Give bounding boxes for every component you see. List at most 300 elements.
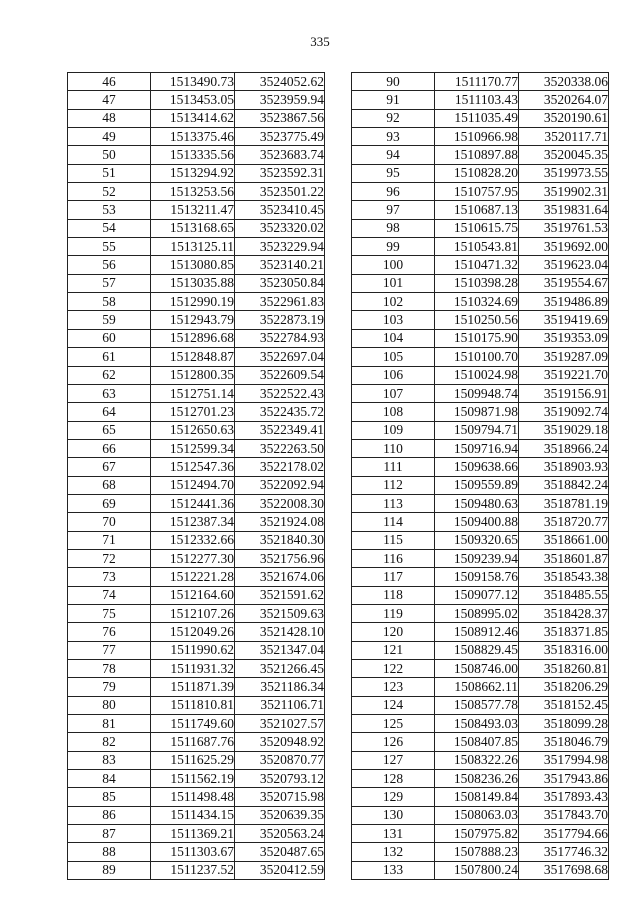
table-row	[352, 641, 609, 659]
table-row	[352, 73, 609, 91]
y-coordinate-cell: 3519554.67	[519, 274, 609, 292]
y-coordinate-cell: 3518485.55	[519, 586, 609, 604]
point-number-cell: 131	[352, 825, 435, 843]
x-coordinate-cell: 1510250.56	[435, 311, 519, 329]
y-coordinate-cell: 3520190.61	[519, 109, 609, 127]
x-coordinate-cell: 1513294.92	[151, 164, 235, 182]
y-coordinate-cell: 3520639.35	[235, 806, 325, 824]
x-coordinate-cell: 1511749.60	[151, 715, 235, 733]
x-coordinate-cell: 1510897.88	[435, 146, 519, 164]
x-coordinate-cell: 1509077.12	[435, 586, 519, 604]
x-coordinate-cell: 1510175.90	[435, 329, 519, 347]
x-coordinate-cell: 1513375.46	[151, 128, 235, 146]
y-coordinate-cell: 3518152.45	[519, 696, 609, 714]
table-row	[352, 384, 609, 402]
y-coordinate-cell: 3522609.54	[235, 366, 325, 384]
point-number-cell: 87	[68, 825, 151, 843]
point-number-cell: 81	[68, 715, 151, 733]
point-number-cell: 93	[352, 128, 435, 146]
x-coordinate-cell: 1512650.63	[151, 421, 235, 439]
table-row	[352, 549, 609, 567]
table-row	[68, 73, 325, 91]
point-number-cell: 54	[68, 219, 151, 237]
y-coordinate-cell: 3522697.04	[235, 348, 325, 366]
x-coordinate-cell: 1512387.34	[151, 513, 235, 531]
table-row	[68, 751, 325, 769]
y-coordinate-cell: 3522961.83	[235, 293, 325, 311]
x-coordinate-cell: 1511303.67	[151, 843, 235, 861]
x-coordinate-cell: 1507888.23	[435, 843, 519, 861]
point-number-cell: 94	[352, 146, 435, 164]
point-number-cell: 85	[68, 788, 151, 806]
table-row	[68, 586, 325, 604]
table-row	[352, 421, 609, 439]
y-coordinate-cell: 3521840.30	[235, 531, 325, 549]
table-row	[352, 274, 609, 292]
y-coordinate-cell: 3521027.57	[235, 715, 325, 733]
y-coordinate-cell: 3521756.96	[235, 549, 325, 567]
y-coordinate-cell: 3519692.00	[519, 238, 609, 256]
table-body	[352, 73, 609, 880]
x-coordinate-cell: 1510966.98	[435, 128, 519, 146]
table-row	[352, 806, 609, 824]
table-row	[68, 494, 325, 512]
table-row	[68, 513, 325, 531]
table-row	[68, 329, 325, 347]
x-coordinate-cell: 1512990.19	[151, 293, 235, 311]
x-coordinate-cell: 1511434.15	[151, 806, 235, 824]
point-number-cell: 57	[68, 274, 151, 292]
point-number-cell: 47	[68, 91, 151, 109]
point-number-cell: 83	[68, 751, 151, 769]
y-coordinate-cell: 3518316.00	[519, 641, 609, 659]
point-number-cell: 50	[68, 146, 151, 164]
x-coordinate-cell: 1512896.68	[151, 329, 235, 347]
table-row	[352, 238, 609, 256]
x-coordinate-cell: 1513211.47	[151, 201, 235, 219]
table-row	[352, 623, 609, 641]
table-row	[68, 293, 325, 311]
point-number-cell: 55	[68, 238, 151, 256]
y-coordinate-cell: 3524052.62	[235, 73, 325, 91]
point-number-cell: 104	[352, 329, 435, 347]
table-row	[68, 696, 325, 714]
x-coordinate-cell: 1512943.79	[151, 311, 235, 329]
x-coordinate-cell: 1509239.94	[435, 549, 519, 567]
table-row	[352, 219, 609, 237]
x-coordinate-cell: 1509400.88	[435, 513, 519, 531]
table-row	[68, 366, 325, 384]
y-coordinate-cell: 3517843.70	[519, 806, 609, 824]
table-row	[352, 770, 609, 788]
coordinate-table-right	[351, 72, 609, 880]
table-row	[68, 806, 325, 824]
table-row	[352, 91, 609, 109]
table-row	[352, 458, 609, 476]
y-coordinate-cell: 3521347.04	[235, 641, 325, 659]
point-number-cell: 76	[68, 623, 151, 641]
point-number-cell: 111	[352, 458, 435, 476]
point-number-cell: 121	[352, 641, 435, 659]
y-coordinate-cell: 3517698.68	[519, 861, 609, 879]
table-row	[352, 128, 609, 146]
y-coordinate-cell: 3517943.86	[519, 770, 609, 788]
y-coordinate-cell: 3519029.18	[519, 421, 609, 439]
table-row	[352, 696, 609, 714]
x-coordinate-cell: 1509559.89	[435, 476, 519, 494]
y-coordinate-cell: 3520117.71	[519, 128, 609, 146]
point-number-cell: 48	[68, 109, 151, 127]
y-coordinate-cell: 3522784.93	[235, 329, 325, 347]
y-coordinate-cell: 3521674.06	[235, 568, 325, 586]
y-coordinate-cell: 3522178.02	[235, 458, 325, 476]
point-number-cell: 82	[68, 733, 151, 751]
y-coordinate-cell: 3521186.34	[235, 678, 325, 696]
x-coordinate-cell: 1508912.46	[435, 623, 519, 641]
point-number-cell: 92	[352, 109, 435, 127]
y-coordinate-cell: 3519156.91	[519, 384, 609, 402]
y-coordinate-cell: 3518260.81	[519, 660, 609, 678]
x-coordinate-cell: 1511170.77	[435, 73, 519, 91]
point-number-cell: 53	[68, 201, 151, 219]
y-coordinate-cell: 3523775.49	[235, 128, 325, 146]
y-coordinate-cell: 3520793.12	[235, 770, 325, 788]
y-coordinate-cell: 3523140.21	[235, 256, 325, 274]
table-row	[68, 641, 325, 659]
x-coordinate-cell: 1510615.75	[435, 219, 519, 237]
point-number-cell: 98	[352, 219, 435, 237]
point-number-cell: 119	[352, 604, 435, 622]
y-coordinate-cell: 3521591.62	[235, 586, 325, 604]
table-row	[352, 568, 609, 586]
x-coordinate-cell: 1508149.84	[435, 788, 519, 806]
table-row	[352, 733, 609, 751]
table-body	[68, 73, 325, 880]
point-number-cell: 133	[352, 861, 435, 879]
x-coordinate-cell: 1512107.26	[151, 604, 235, 622]
table-row	[352, 604, 609, 622]
y-coordinate-cell: 3521266.45	[235, 660, 325, 678]
table-row	[352, 586, 609, 604]
y-coordinate-cell: 3522873.19	[235, 311, 325, 329]
page-number: 335	[310, 34, 330, 49]
point-number-cell: 112	[352, 476, 435, 494]
x-coordinate-cell: 1513168.65	[151, 219, 235, 237]
y-coordinate-cell: 3522435.72	[235, 403, 325, 421]
x-coordinate-cell: 1511498.48	[151, 788, 235, 806]
x-coordinate-cell: 1509158.76	[435, 568, 519, 586]
y-coordinate-cell: 3518781.19	[519, 494, 609, 512]
table-row	[68, 128, 325, 146]
point-number-cell: 73	[68, 568, 151, 586]
table-row	[68, 861, 325, 879]
y-coordinate-cell: 3519221.70	[519, 366, 609, 384]
x-coordinate-cell: 1508577.78	[435, 696, 519, 714]
table-row	[68, 109, 325, 127]
x-coordinate-cell: 1512049.26	[151, 623, 235, 641]
x-coordinate-cell: 1511625.29	[151, 751, 235, 769]
point-number-cell: 90	[352, 73, 435, 91]
x-coordinate-cell: 1510398.28	[435, 274, 519, 292]
y-coordinate-cell: 3517994.98	[519, 751, 609, 769]
y-coordinate-cell: 3522349.41	[235, 421, 325, 439]
x-coordinate-cell: 1510757.95	[435, 183, 519, 201]
table-row	[352, 513, 609, 531]
point-number-cell: 60	[68, 329, 151, 347]
x-coordinate-cell: 1508063.03	[435, 806, 519, 824]
point-number-cell: 71	[68, 531, 151, 549]
point-number-cell: 84	[68, 770, 151, 788]
y-coordinate-cell: 3523229.94	[235, 238, 325, 256]
y-coordinate-cell: 3518903.93	[519, 458, 609, 476]
y-coordinate-cell: 3519419.69	[519, 311, 609, 329]
point-number-cell: 67	[68, 458, 151, 476]
y-coordinate-cell: 3519353.09	[519, 329, 609, 347]
table-row	[352, 861, 609, 879]
table-row	[352, 293, 609, 311]
table-row	[352, 366, 609, 384]
x-coordinate-cell: 1513080.85	[151, 256, 235, 274]
y-coordinate-cell: 3518099.28	[519, 715, 609, 733]
point-number-cell: 106	[352, 366, 435, 384]
x-coordinate-cell: 1512164.60	[151, 586, 235, 604]
point-number-cell: 97	[352, 201, 435, 219]
x-coordinate-cell: 1510543.81	[435, 238, 519, 256]
point-number-cell: 96	[352, 183, 435, 201]
table-row	[68, 788, 325, 806]
table-row	[68, 604, 325, 622]
x-coordinate-cell: 1512599.34	[151, 439, 235, 457]
x-coordinate-cell: 1513414.62	[151, 109, 235, 127]
y-coordinate-cell: 3520948.92	[235, 733, 325, 751]
y-coordinate-cell: 3519831.64	[519, 201, 609, 219]
point-number-cell: 65	[68, 421, 151, 439]
point-number-cell: 125	[352, 715, 435, 733]
point-number-cell: 105	[352, 348, 435, 366]
table-row	[352, 788, 609, 806]
table-row	[68, 770, 325, 788]
x-coordinate-cell: 1510687.13	[435, 201, 519, 219]
x-coordinate-cell: 1509638.66	[435, 458, 519, 476]
point-number-cell: 115	[352, 531, 435, 549]
y-coordinate-cell: 3519287.09	[519, 348, 609, 366]
point-number-cell: 110	[352, 439, 435, 457]
x-coordinate-cell: 1510324.69	[435, 293, 519, 311]
point-number-cell: 59	[68, 311, 151, 329]
table-row	[352, 751, 609, 769]
point-number-cell: 75	[68, 604, 151, 622]
x-coordinate-cell: 1511990.62	[151, 641, 235, 659]
point-number-cell: 63	[68, 384, 151, 402]
y-coordinate-cell: 3518046.79	[519, 733, 609, 751]
y-coordinate-cell: 3520563.24	[235, 825, 325, 843]
point-number-cell: 127	[352, 751, 435, 769]
table-row	[68, 549, 325, 567]
point-number-cell: 101	[352, 274, 435, 292]
point-number-cell: 103	[352, 311, 435, 329]
x-coordinate-cell: 1512547.36	[151, 458, 235, 476]
table-row	[68, 311, 325, 329]
point-number-cell: 64	[68, 403, 151, 421]
table-row	[352, 311, 609, 329]
point-number-cell: 114	[352, 513, 435, 531]
x-coordinate-cell: 1509871.98	[435, 403, 519, 421]
table-row	[68, 568, 325, 586]
table-row	[68, 843, 325, 861]
point-number-cell: 58	[68, 293, 151, 311]
x-coordinate-cell: 1513335.56	[151, 146, 235, 164]
point-number-cell: 130	[352, 806, 435, 824]
x-coordinate-cell: 1508407.85	[435, 733, 519, 751]
y-coordinate-cell: 3519092.74	[519, 403, 609, 421]
table-row	[352, 843, 609, 861]
y-coordinate-cell: 3520045.35	[519, 146, 609, 164]
y-coordinate-cell: 3523410.45	[235, 201, 325, 219]
table-row	[68, 476, 325, 494]
y-coordinate-cell: 3522263.50	[235, 439, 325, 457]
y-coordinate-cell: 3522092.94	[235, 476, 325, 494]
table-row	[68, 623, 325, 641]
table-row	[352, 531, 609, 549]
point-number-cell: 72	[68, 549, 151, 567]
y-coordinate-cell: 3519761.53	[519, 219, 609, 237]
x-coordinate-cell: 1510471.32	[435, 256, 519, 274]
x-coordinate-cell: 1511931.32	[151, 660, 235, 678]
point-number-cell: 99	[352, 238, 435, 256]
table-row	[68, 256, 325, 274]
point-number-cell: 86	[68, 806, 151, 824]
table-row	[68, 238, 325, 256]
table-row	[68, 348, 325, 366]
point-number-cell: 61	[68, 348, 151, 366]
y-coordinate-cell: 3519486.89	[519, 293, 609, 311]
coordinate-table-left	[67, 72, 325, 880]
table-row	[68, 146, 325, 164]
point-number-cell: 78	[68, 660, 151, 678]
table-row	[352, 109, 609, 127]
x-coordinate-cell: 1509716.94	[435, 439, 519, 457]
table-row	[68, 274, 325, 292]
y-coordinate-cell: 3519623.04	[519, 256, 609, 274]
point-number-cell: 108	[352, 403, 435, 421]
y-coordinate-cell: 3518720.77	[519, 513, 609, 531]
y-coordinate-cell: 3521428.10	[235, 623, 325, 641]
x-coordinate-cell: 1509794.71	[435, 421, 519, 439]
x-coordinate-cell: 1512441.36	[151, 494, 235, 512]
point-number-cell: 132	[352, 843, 435, 861]
point-number-cell: 62	[68, 366, 151, 384]
x-coordinate-cell: 1511237.52	[151, 861, 235, 879]
point-number-cell: 79	[68, 678, 151, 696]
y-coordinate-cell: 3521106.71	[235, 696, 325, 714]
x-coordinate-cell: 1511369.21	[151, 825, 235, 843]
x-coordinate-cell: 1513253.56	[151, 183, 235, 201]
table-row	[352, 403, 609, 421]
y-coordinate-cell: 3523867.56	[235, 109, 325, 127]
point-number-cell: 69	[68, 494, 151, 512]
y-coordinate-cell: 3518206.29	[519, 678, 609, 696]
x-coordinate-cell: 1508829.45	[435, 641, 519, 659]
y-coordinate-cell: 3517893.43	[519, 788, 609, 806]
x-coordinate-cell: 1512332.66	[151, 531, 235, 549]
point-number-cell: 123	[352, 678, 435, 696]
y-coordinate-cell: 3518543.38	[519, 568, 609, 586]
table-row	[68, 219, 325, 237]
x-coordinate-cell: 1512277.30	[151, 549, 235, 567]
table-row	[352, 660, 609, 678]
x-coordinate-cell: 1508995.02	[435, 604, 519, 622]
point-number-cell: 91	[352, 91, 435, 109]
table-row	[68, 458, 325, 476]
table-row	[68, 201, 325, 219]
point-number-cell: 70	[68, 513, 151, 531]
point-number-cell: 74	[68, 586, 151, 604]
point-number-cell: 129	[352, 788, 435, 806]
table-row	[352, 494, 609, 512]
point-number-cell: 68	[68, 476, 151, 494]
point-number-cell: 95	[352, 164, 435, 182]
point-number-cell: 80	[68, 696, 151, 714]
table-row	[352, 825, 609, 843]
point-number-cell: 116	[352, 549, 435, 567]
x-coordinate-cell: 1511810.81	[151, 696, 235, 714]
x-coordinate-cell: 1512494.70	[151, 476, 235, 494]
y-coordinate-cell: 3523683.74	[235, 146, 325, 164]
x-coordinate-cell: 1507975.82	[435, 825, 519, 843]
y-coordinate-cell: 3523050.84	[235, 274, 325, 292]
point-number-cell: 51	[68, 164, 151, 182]
table-row	[352, 164, 609, 182]
y-coordinate-cell: 3521509.63	[235, 604, 325, 622]
x-coordinate-cell: 1512751.14	[151, 384, 235, 402]
y-coordinate-cell: 3520412.59	[235, 861, 325, 879]
table-row	[68, 403, 325, 421]
x-coordinate-cell: 1511103.43	[435, 91, 519, 109]
x-coordinate-cell: 1511562.19	[151, 770, 235, 788]
table-row	[68, 183, 325, 201]
x-coordinate-cell: 1508493.03	[435, 715, 519, 733]
x-coordinate-cell: 1509320.65	[435, 531, 519, 549]
table-row	[352, 146, 609, 164]
x-coordinate-cell: 1510828.20	[435, 164, 519, 182]
y-coordinate-cell: 3518371.85	[519, 623, 609, 641]
x-coordinate-cell: 1509948.74	[435, 384, 519, 402]
y-coordinate-cell: 3517794.66	[519, 825, 609, 843]
point-number-cell: 88	[68, 843, 151, 861]
y-coordinate-cell: 3519973.55	[519, 164, 609, 182]
table-row	[68, 439, 325, 457]
x-coordinate-cell: 1512848.87	[151, 348, 235, 366]
y-coordinate-cell: 3520715.98	[235, 788, 325, 806]
x-coordinate-cell: 1513125.11	[151, 238, 235, 256]
table-row	[352, 439, 609, 457]
x-coordinate-cell: 1508236.26	[435, 770, 519, 788]
x-coordinate-cell: 1512221.28	[151, 568, 235, 586]
x-coordinate-cell: 1507800.24	[435, 861, 519, 879]
y-coordinate-cell: 3523320.02	[235, 219, 325, 237]
x-coordinate-cell: 1508322.26	[435, 751, 519, 769]
point-number-cell: 77	[68, 641, 151, 659]
point-number-cell: 102	[352, 293, 435, 311]
point-number-cell: 113	[352, 494, 435, 512]
table-row	[352, 201, 609, 219]
y-coordinate-cell: 3520338.06	[519, 73, 609, 91]
table-row	[68, 91, 325, 109]
table-row	[352, 329, 609, 347]
table-row	[68, 164, 325, 182]
y-coordinate-cell: 3519902.31	[519, 183, 609, 201]
table-row	[352, 678, 609, 696]
